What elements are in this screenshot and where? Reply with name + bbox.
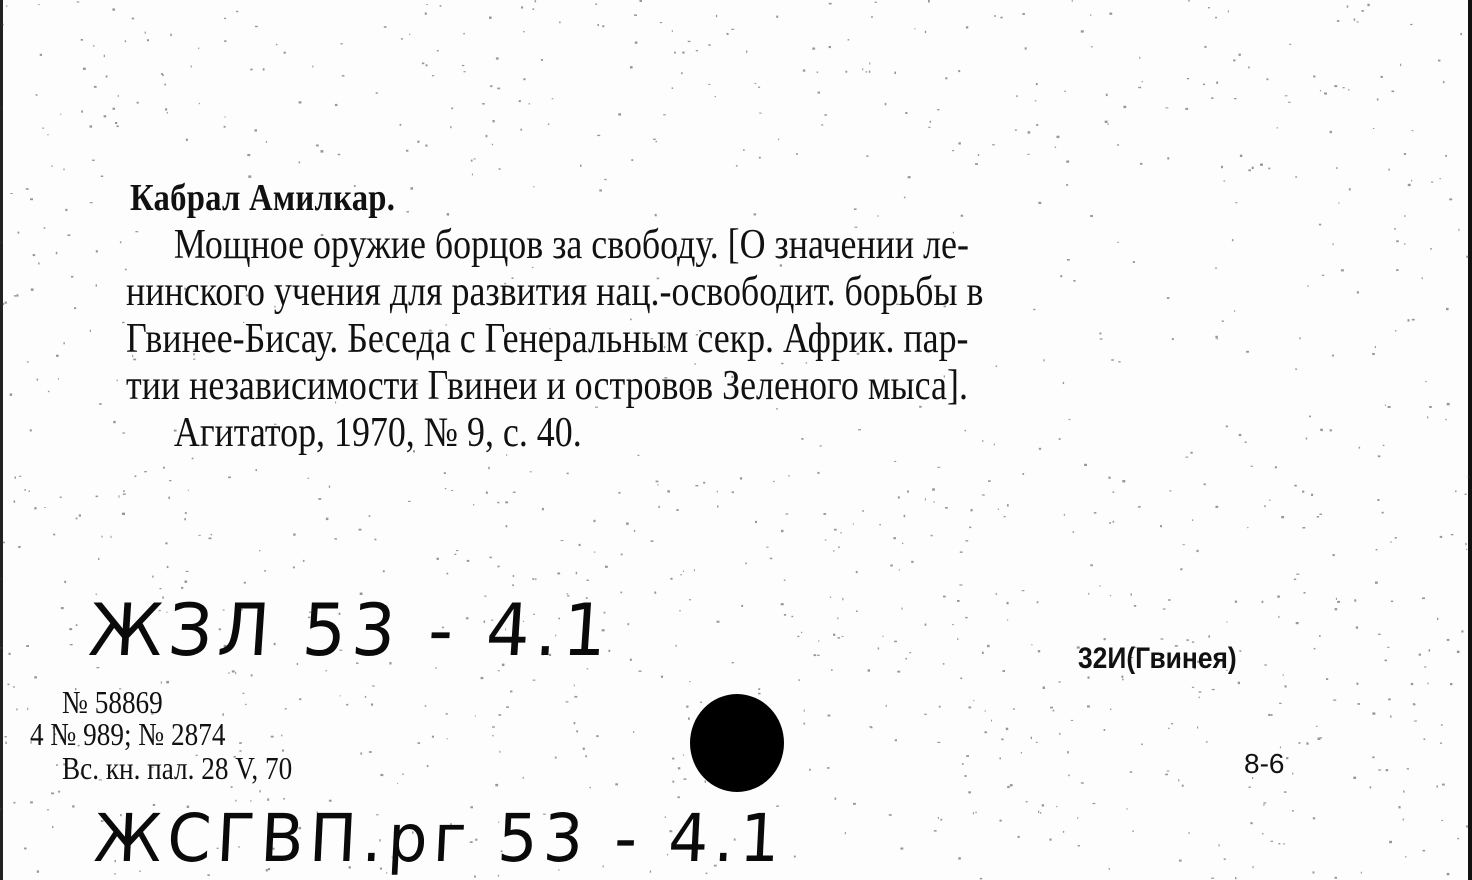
sub-numbers: 4 № 989; № 2874	[30, 716, 226, 752]
classification-mark: 32И(Гвинея)	[1078, 642, 1237, 675]
description-line-1: Мощное оружие борцов за свободу. [О значении ле-	[173, 222, 969, 268]
punch-hole	[690, 694, 784, 792]
distribution-note: Вс. кн. пал. 28 V, 70	[62, 750, 293, 786]
description-line-5: Агитатор, 1970, № 9, с. 40.	[173, 410, 582, 456]
handwritten-shelfmark-bottom: ЖСГВП.рг 53 - 4.1	[92, 800, 788, 877]
description-line-4: тии независимости Гвинеи и островов Зеленого мыса].	[126, 363, 968, 409]
card-description	[126, 222, 1272, 457]
description-line-2: нинского учения для развития нац.-освободит. борьбы в	[126, 269, 984, 315]
card-code: 8-6	[1244, 748, 1285, 779]
handwritten-shelfmark-top: ЖЗЛ 53 - 4.1	[86, 588, 616, 672]
description-line-3: Гвинее-Бисау. Беседа с Генеральным секр. Африк. пар-	[126, 316, 969, 362]
registration-number: № 58869	[62, 684, 163, 720]
card-author: Кабрал Амилкар.	[130, 177, 396, 219]
